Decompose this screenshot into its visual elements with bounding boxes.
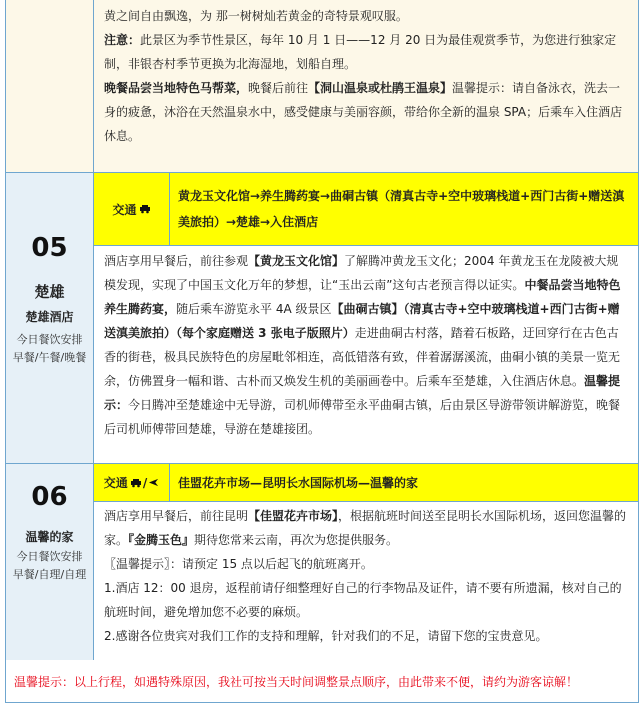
day06-summary	[6, 464, 94, 661]
car-icon	[139, 204, 151, 214]
day06-row	[6, 464, 638, 661]
jade-museum: 【黄龙玉文化馆】	[248, 254, 345, 268]
t6: 走进曲硐古村落，踏着石板路，迂回穿行在古色古香的街巷，极具民族特色的房屋毗邻相连，高低错落有致，伴着潺潺溪流，曲硐小镇的美景一览无余，仿佛置身一幅和谐、古朴而又焕发生机的美丽画卷中。后乘车至楚雄，入住酒店休息。	[104, 326, 621, 388]
day04-text	[104, 4, 630, 148]
dinner-mid: 晚餐后前往	[248, 81, 309, 95]
t1: 酒店享用早餐后，前往参观	[104, 254, 249, 268]
t8: 今日腾冲至楚雄途中无导游，司机师傅带至永平曲硐古镇，后由景区导游带领讲解游览，晚餐后司机师傅带回楚雄，导游在楚雄接团。	[104, 398, 621, 436]
traffic-label: 交通	[103, 476, 128, 490]
itinerary-sheet	[5, 0, 639, 703]
day04-row	[6, 0, 638, 172]
day05-text	[104, 249, 630, 441]
flower-market: 【佳盟花卉市场】	[248, 509, 339, 523]
day-number: 05	[31, 233, 68, 263]
meals-value: 早餐/午餐/晚餐	[12, 351, 87, 364]
city-name: 楚雄	[34, 283, 65, 301]
tip-1: 1.酒店 12：00 退房，返程前请仔细整理好自己的行李物品及证件，请不要有所遗漏，核对自己的航班时间，避免增加您不必要的麻烦。	[104, 581, 622, 619]
day06-content	[94, 464, 638, 661]
plane-icon	[148, 477, 159, 488]
qudong-town: 【曲硐古镇】（清真古寺+空中玻璃栈道+西门古街+赠送滇美旅拍）（每个家庭赠送 3 张电子版照片）	[104, 302, 620, 340]
day05-row	[6, 173, 638, 463]
traffic-label: 交通	[112, 202, 137, 217]
route-bar	[94, 464, 638, 501]
route-text: 佳盟花卉市场—昆明长水国际机场—温馨的家	[178, 475, 419, 490]
a1: 酒店享用早餐后，前往昆明	[104, 509, 249, 523]
note-text: 此景区为季节性景区，每年 10 月 1 日——12 月 20 日为最佳观赏季节，为您进行独家定制，非银杏村季节更换为北海湿地，划船自理。	[104, 33, 617, 71]
footer-text: 温馨提示：以上行程，如遇特殊原因，我社可按当天时间调整景点顺序，由此带来不便，请约为游客谅解！	[14, 674, 579, 689]
day-number: 06	[31, 482, 68, 512]
day05-summary	[6, 173, 94, 463]
t4: 随后乘车游览永平 4A 级景区	[176, 302, 332, 316]
traffic-cell	[94, 464, 170, 501]
t2: 了解腾冲黄龙玉文化；2004 年黄龙玉在龙陵被大规模发现，实现了中国玉文化万年的梦想，让“玉出云南”这句古老预言得以证实。	[104, 254, 619, 292]
divider	[94, 501, 638, 502]
footer-warning	[6, 660, 638, 702]
car-icon	[130, 478, 142, 488]
route-bar	[94, 173, 638, 245]
hot-spring-spot: 【洞山温泉或杜鹃王温泉】	[308, 81, 453, 95]
a2: ，根据航班时间送至昆明长水国际机场，返回您温馨的家。	[104, 509, 627, 547]
brand-name: 『金腾玉色』	[128, 533, 195, 547]
route-text: 黄龙玉文化馆→养生腾药宴→曲硐古镇（清真古寺+空中玻璃栈道+西门古街+赠送滇美旅拍）→楚雄→入住酒店	[178, 189, 625, 229]
meals-label: 今日餐饮安排	[16, 550, 83, 563]
tip-2: 2.感谢各位贵宾对我们工作的支持和理解，针对我们的不足，请留下您的宝贵意见。	[104, 629, 548, 643]
meals-value: 早餐/自理/自理	[12, 568, 87, 581]
slash: /	[142, 475, 148, 490]
a4: 期待您常来云南，再次为您提供服务。	[194, 533, 399, 547]
day04-intro: 黄之间自由飘逸，为 那一树树灿若黄金的奇特景观叹服。	[104, 9, 408, 23]
meals-label: 今日餐饮安排	[16, 333, 83, 346]
tip-head: 〖温馨提示〗：请预定 15 点以后起飞的航班离开。	[104, 557, 373, 571]
divider	[94, 245, 638, 246]
day06-text	[104, 504, 630, 648]
day05-content	[94, 173, 638, 463]
hotel-name: 楚雄酒店	[25, 310, 74, 324]
traffic-cell	[94, 173, 170, 245]
city-name: 温馨的家	[25, 530, 74, 544]
dinner-label: 晚餐品尝当地特色马帮菜，	[104, 81, 249, 95]
day04-left-cell	[6, 0, 94, 172]
note-label: 注意：	[104, 33, 141, 47]
dinner-tail: 温馨提示：请自备泳衣，洗去一身的疲惫，沐浴在天然温泉水中，感受健康与美丽容颜，带给你全新的温泉 SPA；后乘车入住酒店休息。	[104, 81, 623, 143]
day04-content	[94, 0, 638, 172]
lunch-note: 中餐品尝当地特色养生腾药宴，	[104, 278, 621, 316]
tip-label: 温馨提示：	[104, 374, 621, 412]
